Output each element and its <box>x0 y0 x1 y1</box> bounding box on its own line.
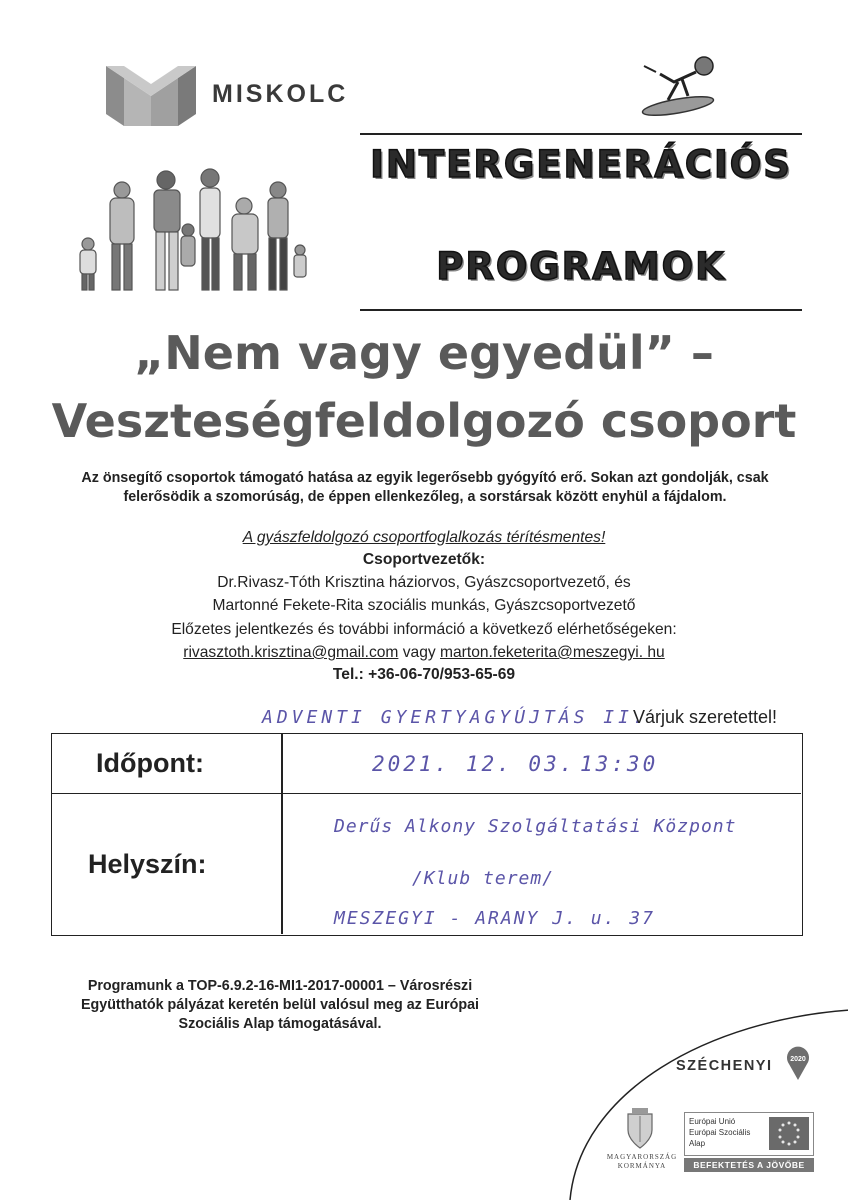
email-link-2[interactable]: marton.feketerita@meszegyi. hu <box>440 644 665 661</box>
email-link-1[interactable]: rivasztoth.krisztina@gmail.com <box>183 644 399 661</box>
eu-line-1: Európai Unió <box>689 1117 736 1126</box>
intro-paragraph: Az önsegítő csoportok támogató hatása az egyik legerősebb gyógyító erő. Sokan azt gondolják, csak felerősödik a szomorúság, de éppen ellenkezőleg, a sorstársak között enyhül a fájdalom. <box>81 470 769 505</box>
eu-funding-text <box>689 1116 750 1149</box>
group-leader-2: Martonné Fekete-Rita szociális munkás, Gyászcsoportvezető <box>212 597 636 614</box>
city-name: MISKOLC <box>212 80 349 108</box>
location-line-2: /Klub terem/ <box>412 868 555 889</box>
table-row-time <box>52 734 801 794</box>
miskolc-logo-icon <box>106 66 196 126</box>
location-line-3: MESZEGYI - ARANY J. u. 37 <box>334 908 655 929</box>
registration-info: Előzetes jelentkezés és további információ a következő elérhetőségeken: <box>171 621 677 638</box>
snowboarder-icon <box>630 52 730 118</box>
page-title-line2: Veszteségfeldolgozó csoport <box>51 394 797 448</box>
group-leaders-heading: Csoportvezetők: <box>362 551 486 568</box>
event-details-table <box>51 733 803 936</box>
contact-emails <box>0 644 848 662</box>
page-title-line1: „Nem vagy egyedül” – <box>134 326 714 380</box>
free-of-charge-note: A gyászfeldolgozó csoportfoglalkozás térítésmentes! <box>242 529 606 546</box>
eu-funding-box <box>684 1112 814 1156</box>
szechenyi-2020-pin-icon <box>786 1046 810 1080</box>
event-time: 13:30 <box>580 752 659 776</box>
government-line-1: MAGYARORSZÁG <box>606 1153 678 1161</box>
phone-number: Tel.: +36-06-70/953-65-69 <box>332 666 516 683</box>
welcome-text: Várjuk szeretettel! <box>633 707 778 727</box>
headline-intergenerational: INTERGENERÁCIÓS <box>370 143 792 186</box>
headline-bottom-rule <box>360 309 802 311</box>
headline-programs: PROGRAMOK <box>436 245 726 288</box>
eu-line-3: Alap <box>689 1139 706 1148</box>
group-leader-1: Dr.Rivasz-Tóth Krisztina háziorvos, Gyászcsoportvezető, és <box>217 574 631 591</box>
szechenyi-label: SZÉCHENYI <box>676 1058 773 1074</box>
email-separator: vagy <box>398 644 441 661</box>
headline-top-rule <box>360 133 802 135</box>
szechenyi-year: 2020 <box>790 1056 806 1063</box>
government-line-2: KORMÁNYA <box>617 1162 667 1170</box>
invest-in-future-banner: BEFEKTETÉS A JÖVŐBE <box>684 1158 814 1172</box>
handwritten-event-title: ADVENTI GYERTYAGYÚJTÁS II. <box>262 707 648 728</box>
eu-flag-icon <box>769 1117 809 1150</box>
government-label <box>604 1153 680 1171</box>
eu-line-2: Európai Szociális <box>689 1128 751 1137</box>
location-line-1: Derűs Alkony Szolgáltatási Központ <box>334 816 737 837</box>
family-illustration <box>70 150 310 300</box>
event-date: 2021. 12. 03. <box>372 752 576 776</box>
program-funding-note: Programunk a TOP-6.9.2-16-MI1-2017-00001 – Városrészi Együtthatók pályázat keretén belül valósul meg az Európai Szociális Alap támogatásával. <box>80 978 480 1032</box>
table-row-location <box>52 794 801 934</box>
location-label: Helyszín: <box>88 849 207 879</box>
time-label: Időpont: <box>96 748 204 778</box>
hungarian-crest-icon <box>620 1106 660 1150</box>
